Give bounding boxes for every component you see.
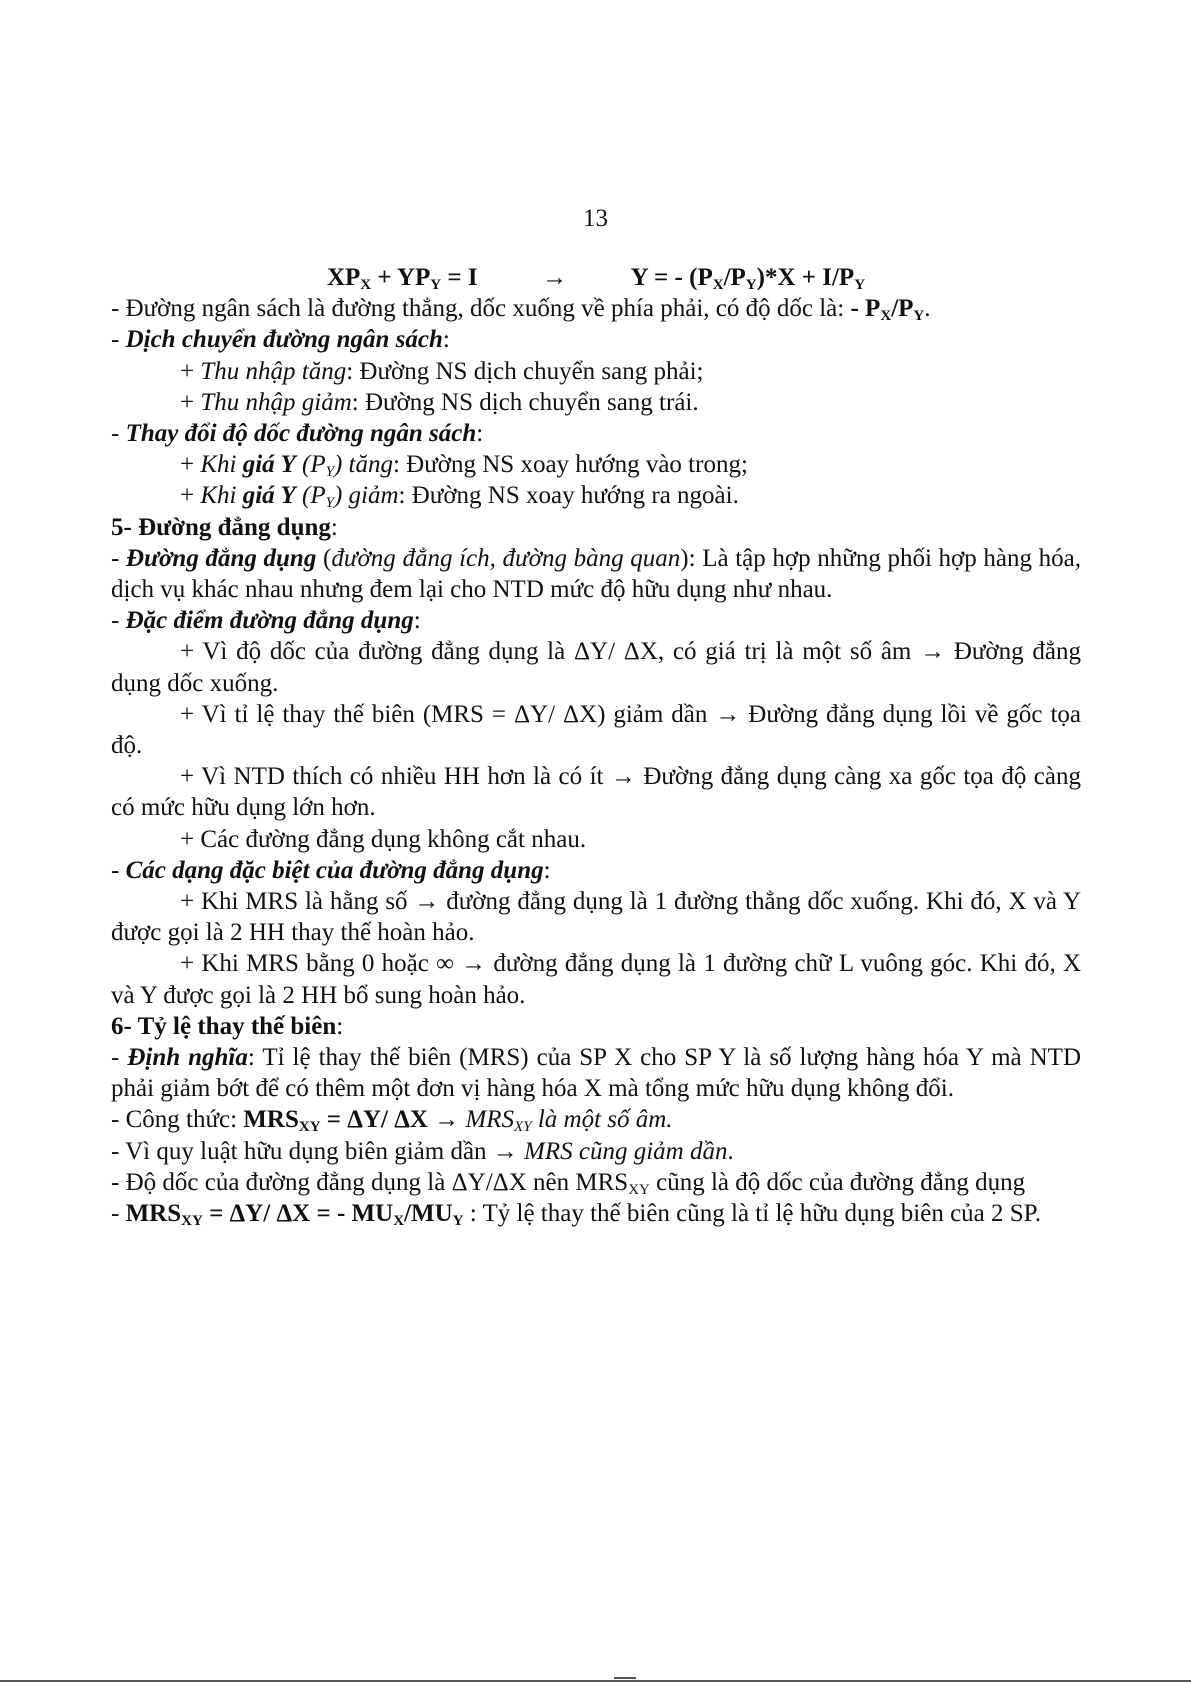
budget-equation-right <box>631 264 865 291</box>
paragraph-line <box>111 605 1081 636</box>
text-run: + Các đường đẳng dụng không cắt nhau. <box>180 825 587 853</box>
paragraph-line <box>111 886 1081 948</box>
text-run: X <box>393 1213 405 1230</box>
text-run: đường đẳng ích, đường bàng quan <box>331 544 681 572</box>
text-run: MRS <box>465 1106 515 1134</box>
text-run: : Đường NS dịch chuyển sang phải; <box>346 357 704 385</box>
text-run: + Vì độ dốc của đường đẳng dụng là ΔY/ ΔX, có giá trị là một số âm → Đường đẳng dụng dốc xuống. <box>111 638 1081 697</box>
paragraph-line <box>111 356 1081 387</box>
text-run: Y = - (P <box>630 264 713 291</box>
text-run: MRS <box>243 1106 299 1134</box>
budget-equation-left <box>327 264 478 291</box>
text-run: + <box>180 388 201 416</box>
paragraph-line <box>111 1136 1081 1167</box>
text-run: . <box>727 1137 734 1165</box>
paragraph-line <box>111 480 1081 511</box>
text-run: 5- Đường đẳng dụng <box>111 513 331 541</box>
text-run: = I <box>441 264 478 291</box>
text-run: + <box>180 482 201 510</box>
text-run: : <box>413 607 421 635</box>
paragraph-line <box>111 1167 1081 1198</box>
text-run: Đặc điểm đường đẳng dụng <box>125 607 414 635</box>
text-run: Dịch chuyển đường ngân sách <box>125 326 443 354</box>
text-run: + Khi MRS là hằng số → đường đẳng dụng là 1 đường thẳng dốc xuống. Khi đó, X và Y được gọi là 2 HH thay thế hoàn hảo. <box>111 888 1081 947</box>
text-run: Thu nhập tăng <box>200 357 347 385</box>
text-run: /MU <box>404 1200 453 1228</box>
text-run: Y <box>913 308 925 325</box>
text-run: - Đường ngân sách là đường thẳng, dốc xuống về phía phải, có độ dốc là: <box>111 295 851 323</box>
text-run: XY <box>298 1119 321 1136</box>
text-run: X <box>360 277 372 293</box>
text-run: . <box>924 295 931 323</box>
text-run: (P <box>295 451 326 479</box>
paragraph-line <box>111 636 1081 698</box>
text-run: + <box>180 451 201 479</box>
text-run: = ΔY/ ΔX = - MU <box>202 1200 394 1228</box>
arrow-symbol: → <box>542 264 568 291</box>
text-run: - Công thức: <box>111 1106 244 1134</box>
paragraph-line <box>111 449 1081 480</box>
paragraph-line <box>111 1198 1081 1229</box>
paragraph-line <box>111 824 1081 855</box>
paragraph-line <box>111 761 1081 823</box>
text-run: Khi <box>200 451 243 479</box>
text-run: : Đường NS xoay hướng ra ngoài. <box>398 482 739 510</box>
text-run: : Tỉ lệ thay thế biên (MRS) của SP X cho SP Y là số lượng hàng hóa Y mà NTD phải giảm bớt để có thêm một đơn vị hàng hóa X mà tổng mức hữu dụng không đổi. <box>111 1044 1081 1103</box>
text-run: + <box>180 357 201 385</box>
text-run: : <box>543 856 551 884</box>
text-run: Y <box>452 1213 464 1230</box>
paragraph-line <box>111 512 1081 543</box>
text-run: Định nghĩa <box>127 1044 248 1072</box>
text-run: - P <box>850 295 881 323</box>
text-run: + Vì tỉ lệ thay thế biên (MRS = ΔY/ ΔX) giảm dần → Đường đẳng dụng lồi về gốc tọa độ. <box>111 700 1081 760</box>
paragraph-line <box>111 293 1081 324</box>
paragraph-line <box>111 948 1081 1010</box>
text-run: X <box>712 277 724 293</box>
paragraph-line <box>111 324 1081 355</box>
text-lines <box>111 293 1081 1229</box>
text-run: - Vì quy luật hữu dụng biên giảm dần → <box>111 1137 525 1165</box>
text-run: = ΔY/ ΔX <box>320 1106 428 1134</box>
text-run: giá Y <box>242 482 296 510</box>
text-run: : Đường NS xoay hướng vào trong; <box>392 451 748 479</box>
text-run: Các dạng đặc biệt của đường đẳng dụng <box>125 856 544 884</box>
text-run: X <box>880 308 892 325</box>
text-run: : <box>476 420 484 448</box>
text-run: Đường đẳng dụng <box>125 544 317 572</box>
text-run: Y <box>325 464 334 481</box>
text-run: ) tăng <box>333 451 393 479</box>
text-run: + Khi MRS bằng 0 hoặc ∞ → đường đẳng dụng là 1 đường chữ L vuông góc. Khi đó, X và Y được gọi là 2 HH bổ sung hoàn hảo. <box>111 950 1081 1009</box>
paragraph-line <box>111 855 1081 886</box>
text-run: - Độ dốc của đường đẳng dụng là ΔY/ΔX nên MRS <box>111 1168 629 1196</box>
text-run: → <box>427 1106 466 1134</box>
text-run: - <box>111 856 126 884</box>
text-run: giá Y <box>242 451 296 479</box>
text-run: Y <box>745 277 757 293</box>
text-run: ) giảm <box>333 482 399 510</box>
text-run: : Tỷ lệ thay thế biên cũng là tỉ lệ hữu dụng biên của 2 SP. <box>463 1200 1042 1228</box>
text-run: - <box>111 607 126 635</box>
budget-equation <box>111 262 1081 293</box>
text-run: (P <box>295 482 326 510</box>
text-run: là một số âm. <box>531 1106 673 1134</box>
text-run: 6- Tỷ lệ thay thế biên <box>111 1012 337 1040</box>
text-run: cũng là độ dốc của đường đẳng dụng <box>649 1168 1026 1196</box>
text-run: - <box>111 544 126 572</box>
text-run: XY <box>514 1119 532 1136</box>
document-body <box>111 262 1081 1229</box>
page-number: 13 <box>583 205 608 232</box>
text-run: ): Là tập hợp những phối hợp hàng hóa, dịch vụ khác nhau nhưng đem lại cho NTD mức độ hữu dụng như nhau. <box>111 544 1082 604</box>
paragraph-line <box>111 543 1081 605</box>
text-run: /P <box>723 264 746 291</box>
paragraph-line <box>111 1011 1081 1042</box>
text-run: - <box>111 1200 126 1228</box>
text-run: : <box>336 1012 344 1040</box>
text-run: : Đường NS dịch chuyển sang trái. <box>351 388 699 416</box>
paragraph-line <box>111 1104 1081 1135</box>
text-run: XY <box>628 1181 650 1198</box>
text-run: - <box>111 326 126 354</box>
paragraph-line <box>111 699 1081 761</box>
text-run: XP <box>326 264 361 291</box>
text-run: )*X + I/P <box>756 264 855 291</box>
text-run: Thu nhập giảm <box>200 388 352 416</box>
text-run: MRS cũng giảm dần <box>524 1137 728 1165</box>
text-run: ( <box>316 544 332 572</box>
paragraph-line <box>111 418 1081 449</box>
text-run: Y <box>430 277 442 293</box>
text-run: Y <box>854 277 866 293</box>
text-run: + Vì NTD thích có nhiều HH hơn là có ít → Đường đẳng dụng càng xa gốc tọa độ càng có mức hữu dụng lớn hơn. <box>111 763 1081 822</box>
text-run: - <box>111 420 126 448</box>
text-run: : <box>330 513 338 541</box>
text-run: + YP <box>371 264 431 291</box>
text-run: Khi <box>200 482 243 510</box>
paragraph-line <box>111 1042 1081 1104</box>
text-run: Thay đổi độ dốc đường ngân sách <box>125 420 477 448</box>
text-run: MRS <box>125 1200 182 1228</box>
text-run: Y <box>325 495 334 512</box>
paragraph-line <box>111 387 1081 418</box>
text-run: XY <box>181 1213 203 1230</box>
text-run: : <box>442 326 450 354</box>
footer-rule <box>0 1680 1191 1682</box>
text-run: - <box>111 1044 128 1072</box>
text-run: /P <box>891 295 914 323</box>
